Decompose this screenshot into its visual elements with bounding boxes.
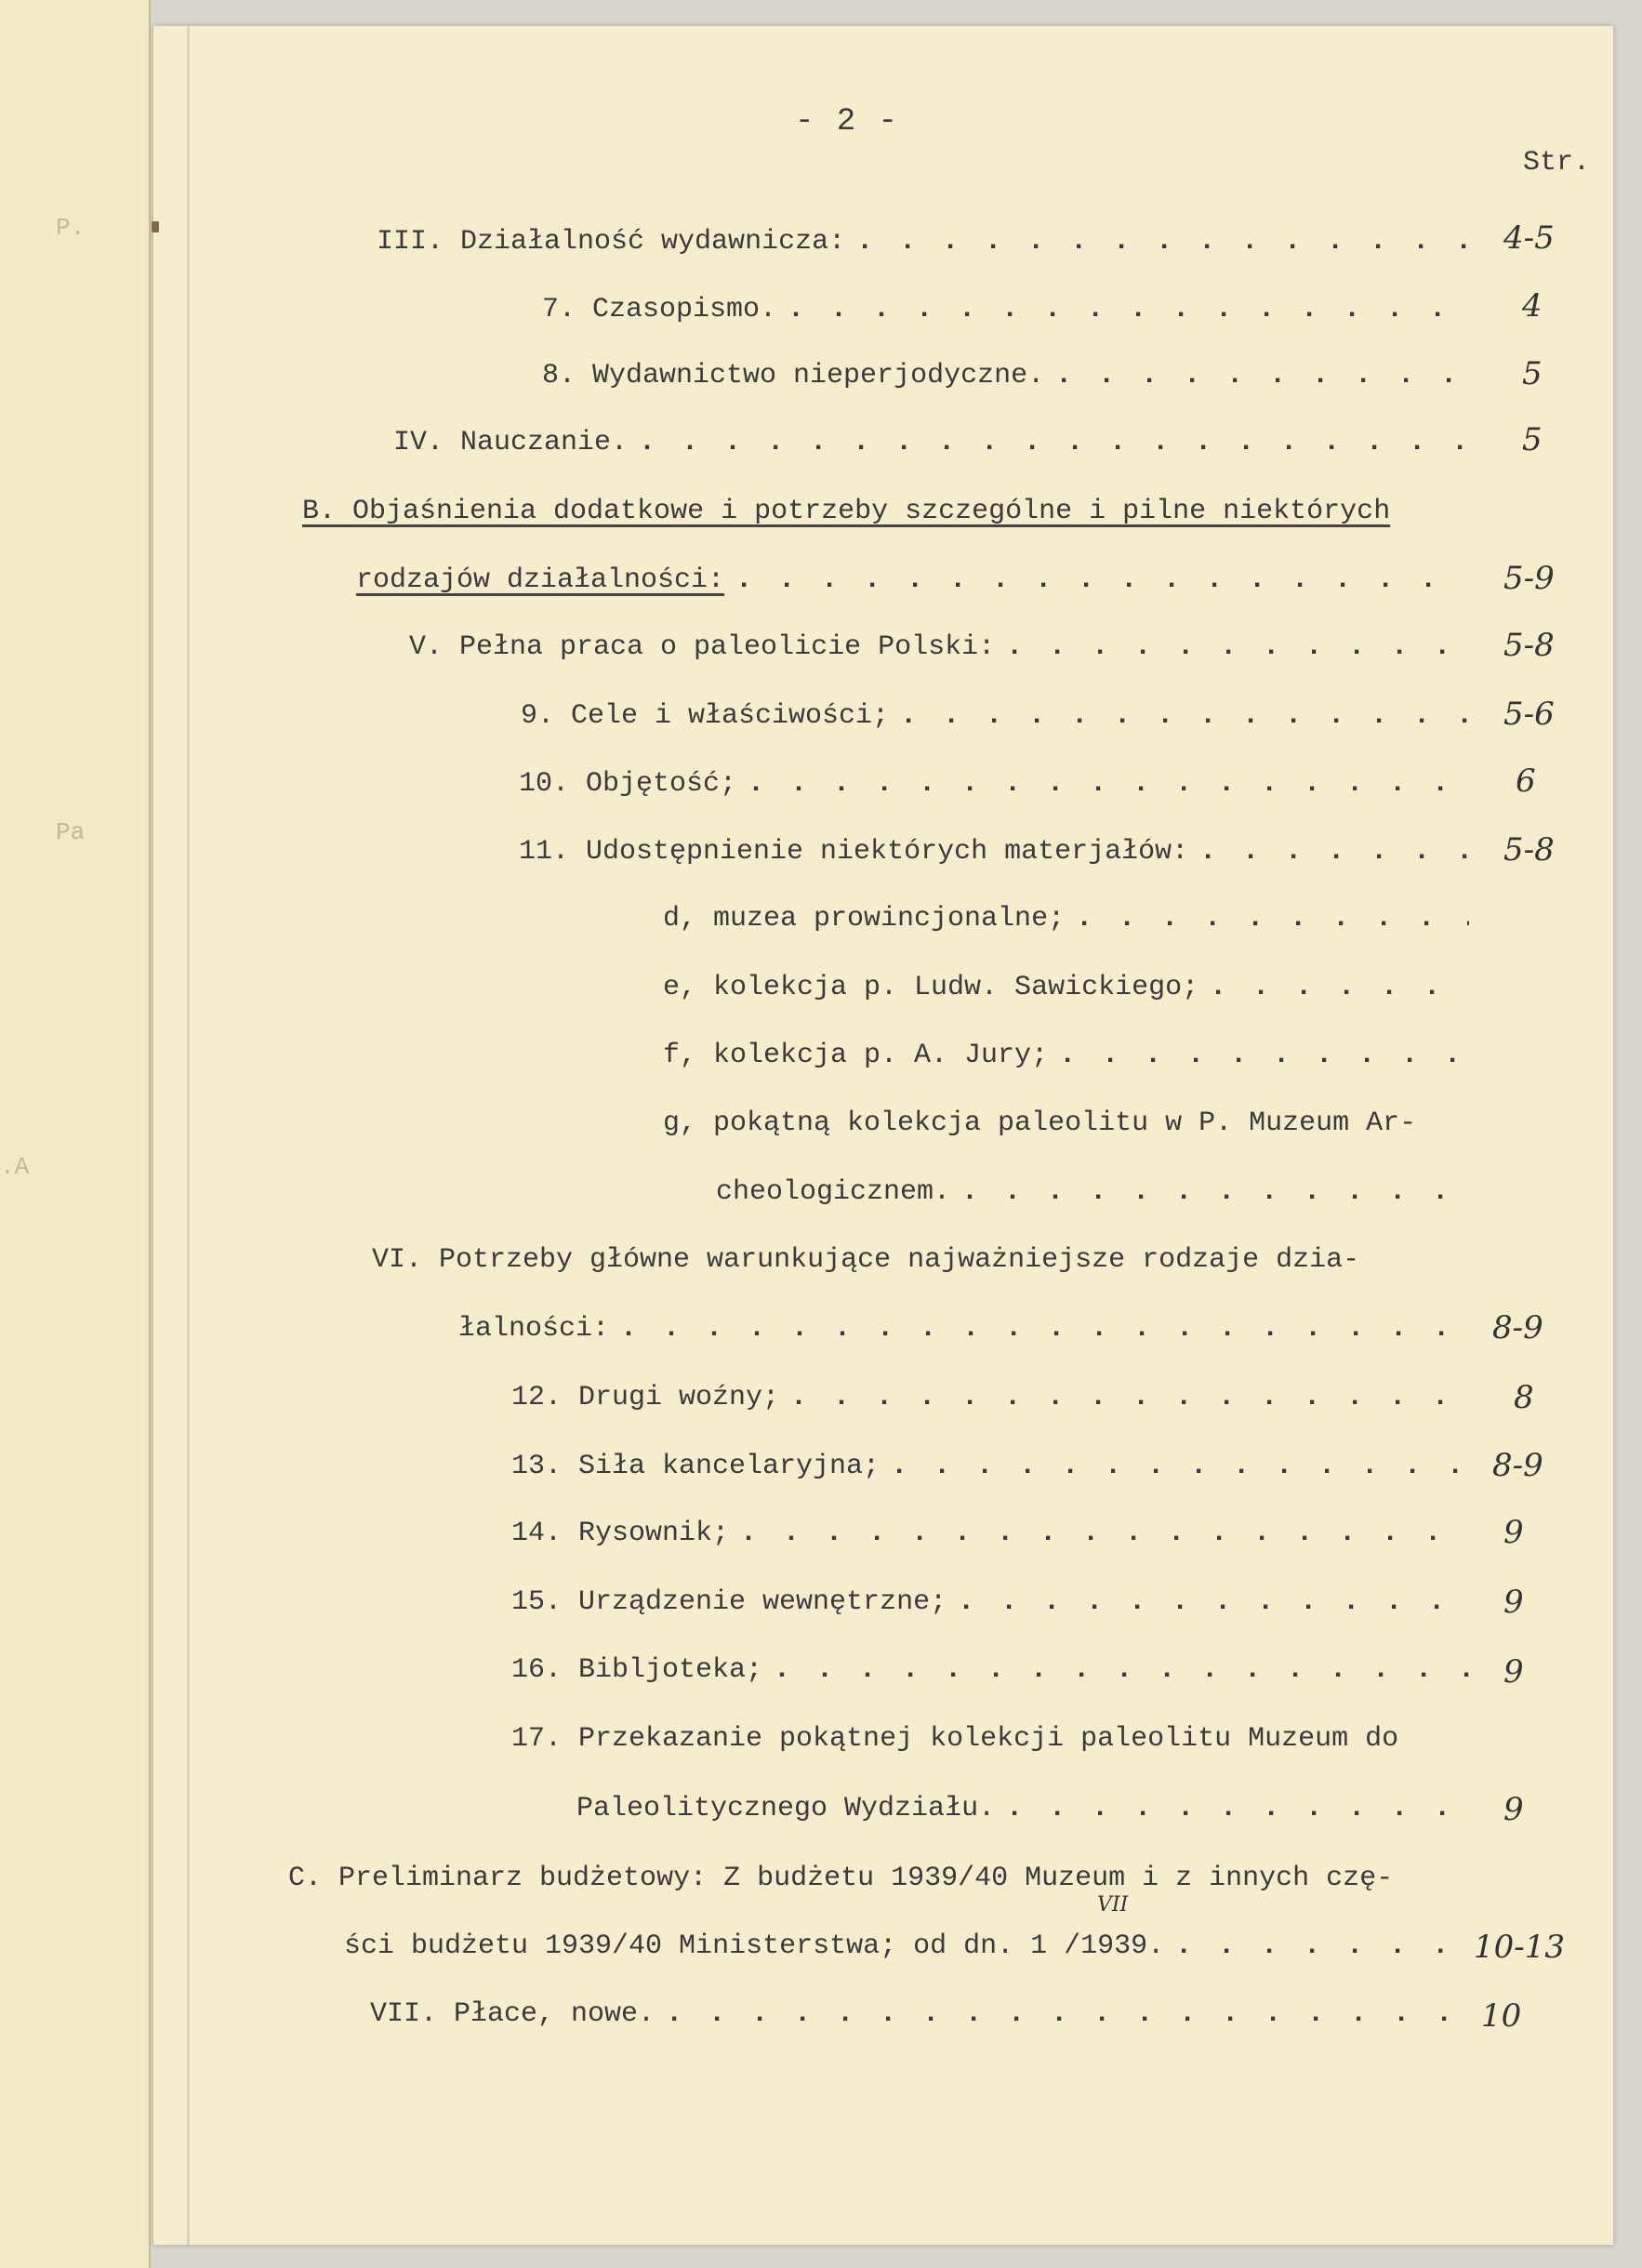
toc-entry: 7. Czasopismo. . . . [542,291,1469,328]
toc-entry: d, muzea prowincjonalne; . . . [663,900,1469,937]
previous-page-edge [0,0,151,2268]
toc-entry: IV. Nauczanie. . . . [393,424,1469,461]
page-column-header: Str. [1522,147,1590,179]
toc-entry: 11. Udostępnienie niektórych materjałów: . . . [519,833,1469,870]
page-reference: 8 [1514,1379,1534,1416]
document-page [153,26,1613,2245]
toc-entry: e, kolekcja p. Ludw. Sawickiego; . . . [663,969,1469,1006]
toc-entry: ści budżetu 1939/40 Ministerstwa; od dn. 1 /1939. . . . [344,1928,1469,1965]
toc-entry: 8. Wydawnictwo nieperjodyczne. . . . [542,357,1469,394]
page-reference: 5-8 [1503,627,1555,664]
page-number: - 2 - [795,104,900,139]
page-reference: 9 [1503,1653,1524,1691]
toc-entry: 9. Cele i właściwości; . . . [521,697,1469,735]
page-reference: 5-6 [1503,696,1555,733]
toc-entry: 12. Drugi woźny; . . . [511,1379,1469,1416]
toc-entry: 10. Objętość; . . . [519,765,1469,802]
page-reference: 10-13 [1474,1929,1566,1966]
page-reference: 4-5 [1503,219,1555,257]
toc-entry: rodzajów działalności: . . . [356,562,1469,599]
toc-entry: V. Pełna praca o paleolicie Polski: . . . [409,629,1469,666]
page-reference: 9 [1503,1514,1524,1551]
toc-entry: 16. Bibljoteka; . . . [511,1651,1469,1689]
page-reference: 5 [1522,355,1543,392]
page-reference: 5-9 [1503,560,1555,597]
handwritten-correction: VII [1097,1893,1129,1917]
bleed-mark: .A [0,1153,30,1181]
page-reference: 9 [1503,1791,1524,1828]
page-reference: 4 [1522,287,1543,325]
page-reference: 5-8 [1503,831,1555,869]
toc-entry: III. Działalność wydawnicza: . . . [377,223,1469,260]
toc-entry: g, pokątną kolekcja paleolitu w P. Muzeum Ar- [663,1107,1417,1139]
page-reference: 6 [1516,763,1536,800]
toc-entry: VII. Płace, nowe. . . . [370,1996,1469,2033]
toc-entry: 17. Przekazanie pokątnej kolekcji paleolitu Muzeum do [511,1723,1399,1755]
page-reference: 9 [1503,1584,1524,1621]
toc-entry: cheologicznem. . . . [716,1174,1469,1211]
section-heading: C. Preliminarz budżetowy: Z budżetu 1939/40 Muzeum i z innych czę- [288,1863,1394,1894]
bleed-mark: Pa [56,818,86,846]
page-reference: 10 [1481,1997,1522,2035]
section-heading: B. Objaśnienia dodatkowe i potrzeby szczególne i pilne niektórych [302,496,1391,527]
page-fold [187,26,190,2245]
toc-entry: 13. Siła kancelaryjna; . . . [511,1448,1469,1485]
toc-entry: łalności: . . . [458,1310,1469,1347]
page-reference: 8-9 [1492,1447,1543,1484]
toc-entry: Paleolitycznego Wydziału. . . . [576,1790,1469,1827]
toc-entry: VI. Potrzeby główne warunkujące najważniejsze rodzaje dzia- [372,1244,1360,1276]
binding-mark [152,221,159,232]
page-reference: 8-9 [1492,1309,1543,1346]
toc-entry: 15. Urządzenie wewnętrzne; . . . [511,1584,1469,1621]
toc-entry: 14. Rysownik; . . . [511,1515,1469,1552]
bleed-mark: P. [56,214,86,242]
toc-entry: f, kolekcja p. A. Jury; . . . [663,1037,1469,1074]
page-reference: 5 [1522,421,1543,458]
